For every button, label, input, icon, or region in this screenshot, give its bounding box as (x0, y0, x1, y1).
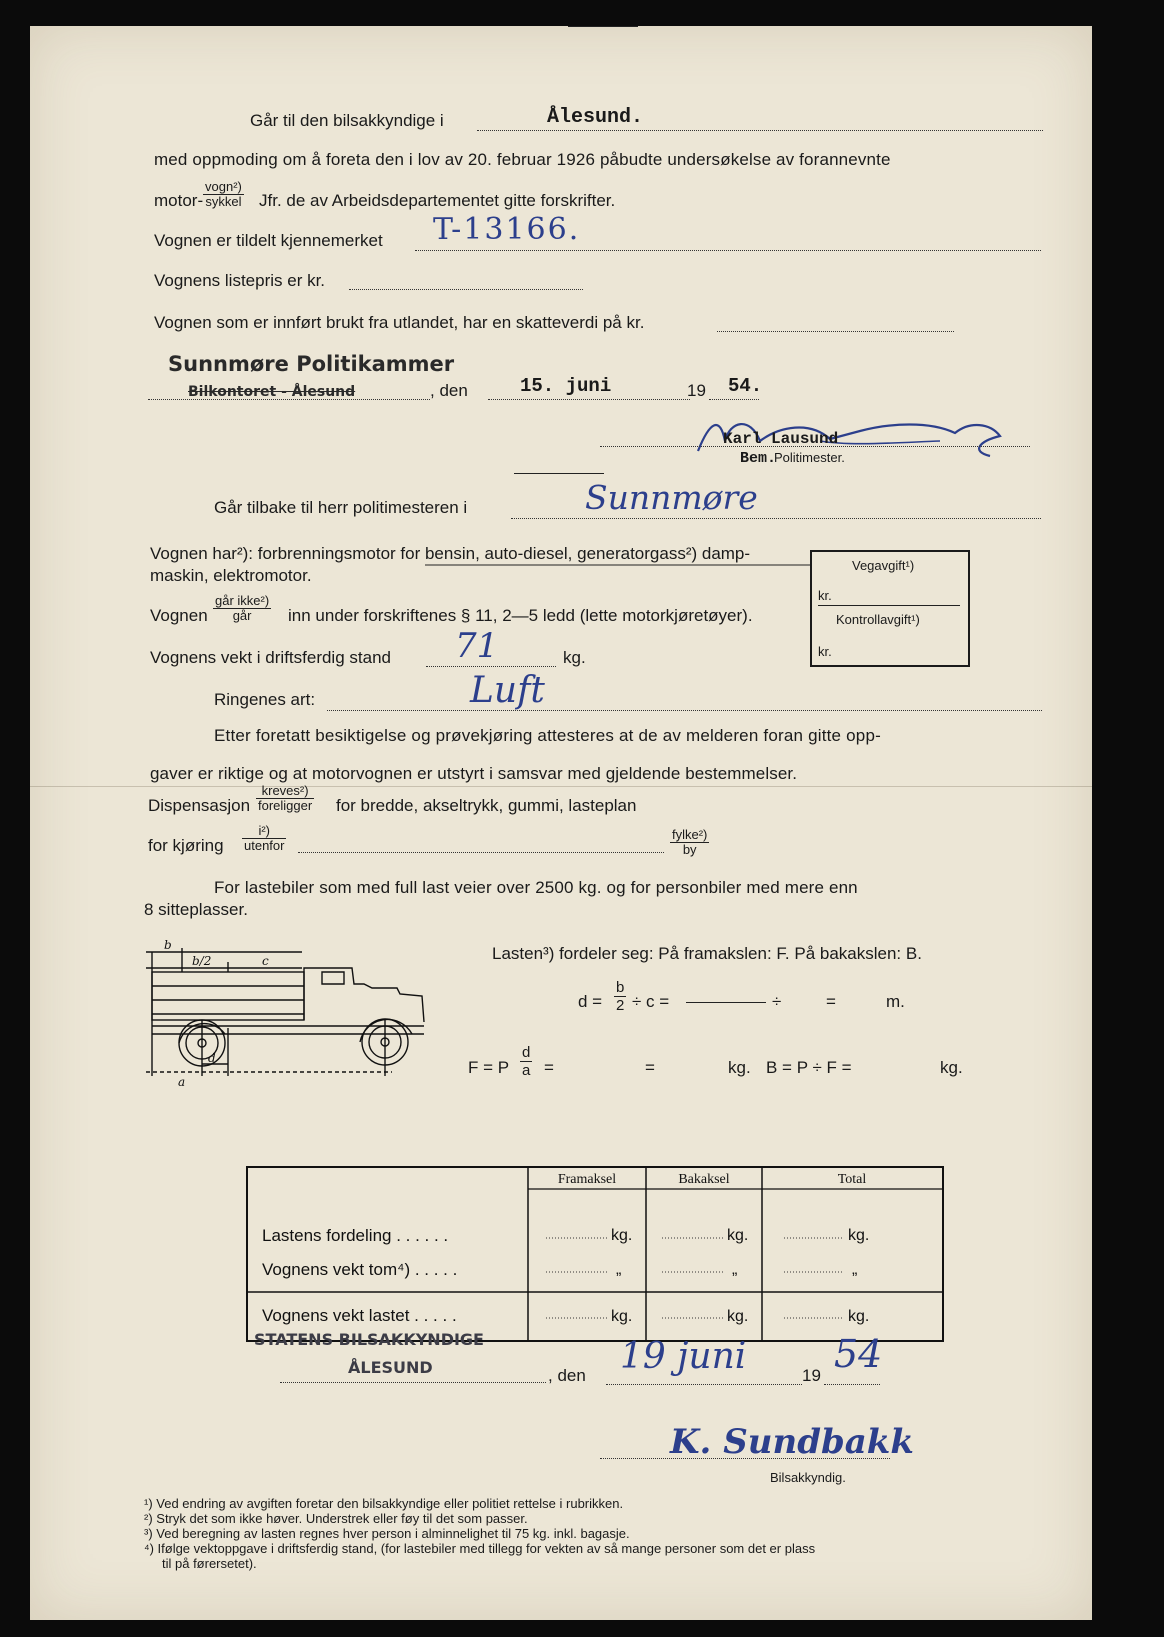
dispensation-fraction: kreves²) foreligger (258, 783, 313, 813)
return-line (511, 518, 1041, 519)
diagram-label-b: b (164, 938, 172, 952)
inspector-stamp-line1: STATENS BILSAKKYNDIGE (254, 1330, 484, 1349)
diagram-label-b2: b/2 (192, 954, 212, 968)
formula-f-lhs: F = P (468, 1058, 510, 1077)
dispensation-text: for bredde, akseltrykk, gummi, lasteplan (336, 796, 637, 815)
footnote-4-cont: til på førersetet). (162, 1556, 257, 1571)
formula-d-blank1 (686, 1002, 766, 1003)
motor-prefix: motor- (154, 191, 204, 210)
tyre-value: Luft (470, 670, 545, 711)
vehicle-type-fraction: vogn²) sykkel (205, 179, 242, 209)
formula-f-eq1: = (544, 1058, 554, 1077)
formula-f-unit: kg. (728, 1058, 751, 1077)
return-label: Går tilbake til herr politimesteren i (214, 498, 468, 517)
section-divider (514, 473, 604, 474)
attest-line1: Etter foretatt besiktigelse og prøvekjøring attesteres at de av melderen foran gitte opp- (214, 726, 881, 745)
tyre-line (327, 710, 1042, 711)
formula-b-unit: kg. (940, 1058, 963, 1077)
table-header-total: Total (837, 1172, 867, 1187)
registration-value: T-13166. (433, 212, 581, 247)
document-page (30, 26, 1092, 1620)
inspector-year-value: 54 (834, 1332, 883, 1376)
load-distribution-text: Lasten³) fordeler seg: På framakslen: F. På bakakslen: B. (492, 944, 922, 963)
control-fee-label: Kontrollavgift¹) (836, 612, 920, 627)
office-stamp-line2: Bilkontoret - Ålesund (188, 384, 356, 400)
inspector-year-line (824, 1384, 880, 1385)
formula-f-eq2: = (645, 1058, 655, 1077)
table-header-front-axle: Framaksel (557, 1172, 617, 1187)
truck-rule-line1: For lastebiler som med full last veier over 2500 kg. og for personbiler med mere enn (214, 878, 858, 897)
engine-type-text: Vognen har²): forbrenningsmotor for bensin, auto-diesel, generatorgass²) damp- (150, 544, 751, 563)
footnote-4: ⁴) Ifølge vektoppgave i driftsferdig stand, (for lastebiler med tillegg for vekten av så mange personer som det er plass (144, 1541, 816, 1556)
load-table (246, 1166, 946, 1344)
dispensation-prefix: Dispensasjon (148, 796, 251, 815)
inspector-year-prefix: 19 (802, 1366, 821, 1385)
formula-d-lhs: d = (578, 992, 603, 1011)
date1-year-prefix: 19 (687, 381, 706, 400)
road-fee-kr: kr. (818, 588, 832, 603)
return-value: Sunnmøre (585, 478, 758, 517)
date1-line (488, 399, 690, 400)
inspector-date-line (606, 1384, 802, 1385)
inspector-office-line (280, 1382, 546, 1383)
driving-area-line (298, 852, 664, 853)
formula-f-blank (568, 26, 638, 27)
registration-line (415, 250, 1041, 251)
road-fee-line (818, 605, 960, 606)
inspector-den-label: , den (548, 1366, 586, 1385)
light-vehicle-fraction: går ikke²) går (215, 593, 270, 623)
destination-label: Går til den bilsakkyndige i (250, 111, 444, 130)
light-vehicle-text: inn under forskriftenes § 11, 2—5 ledd (lette motorkjøretøyer). (288, 606, 753, 625)
weight-unit: kg. (563, 648, 586, 667)
inspector-date-value: 19 juni (620, 1336, 747, 1377)
inspector-signature: K. Sundbakk (670, 1422, 914, 1462)
table-unit: kg. (848, 1308, 870, 1325)
table-unit: kg. (611, 1227, 633, 1244)
weight-label: Vognens vekt i driftsferdig stand (150, 648, 391, 667)
date1-den-label: , den (430, 381, 468, 400)
date1-value: 15. juni (520, 375, 612, 397)
diagram-label-a: a (178, 1075, 186, 1088)
footnote-1: ¹) Ved endring av avgiften foretar den bilsakkyndige eller politiet rettelse i rubrikken. (144, 1496, 624, 1511)
tax-value-label: Vognen som er innført brukt fra utlandet, har en skatteverdi på kr. (154, 313, 645, 332)
police-title: Politimester. (774, 450, 845, 465)
police-typed-name: Karl Lausund (723, 430, 839, 448)
weight-line (426, 666, 556, 667)
attest-line2: gaver er riktige og at motorvognen er utstyrt i samsvar med gjeldende bestemmelser. (150, 764, 798, 783)
driving-prefix: for kjøring (148, 836, 224, 855)
county-fraction: fylke²) by (672, 827, 708, 857)
request-text: med oppmoding om å foreta den i lov av 20. februar 1926 påbudte undersøkelse av forannevnte (154, 150, 891, 169)
light-vehicle-prefix: Vognen (150, 606, 208, 625)
destination-line (477, 130, 1043, 131)
inspector-title: Bilsakkyndig. (770, 1470, 846, 1485)
date1-year-value: 54. (728, 375, 763, 397)
date1-year-line (709, 399, 759, 400)
tyre-label: Ringenes art: (214, 690, 316, 709)
formula-d-eq: = (826, 992, 836, 1011)
fee-box (810, 550, 970, 667)
inspector-stamp-line2: ÅLESUND (348, 1358, 433, 1377)
formula-b: B = P ÷ F = (766, 1058, 852, 1077)
formula-d-rest: ÷ c = (632, 992, 670, 1011)
formula-d-fraction: $\frac{b}{2}$ (616, 979, 625, 1014)
list-price-line (349, 289, 583, 290)
destination-value: Ålesund. (547, 106, 644, 129)
table-unit: „ (852, 1261, 858, 1278)
truck-diagram (142, 938, 452, 1088)
control-fee-kr: kr. (818, 644, 832, 659)
fold-line (30, 786, 1092, 787)
office-stamp-line1: Sunnmøre Politikammer (168, 352, 455, 376)
road-fee-label: Vegavgift¹) (852, 558, 915, 573)
registration-label: Vognen er tildelt kjennemerket (154, 231, 383, 250)
table-unit: kg. (848, 1227, 870, 1244)
table-row-label: Lastens fordeling . . . . . . (262, 1226, 449, 1245)
inspector-signature-line (600, 1458, 890, 1459)
footnote-2: ²) Stryk det som ikke høver. Understrek eller føy til det som passer. (144, 1511, 528, 1526)
table-header-rear-axle: Bakaksel (678, 1172, 730, 1187)
tax-value-line (717, 331, 954, 332)
footnote-3: ³) Ved beregning av lasten regnes hver person i alminnelighet til 75 kg. inkl. bagasje. (144, 1526, 630, 1541)
diagram-label-d: d (208, 1051, 216, 1065)
table-row-label: Vognens vekt lastet . . . . . (262, 1306, 457, 1325)
table-unit: kg. (611, 1308, 633, 1325)
formula-d-unit: m. (886, 992, 905, 1011)
table-unit: kg. (727, 1308, 749, 1325)
table-unit: kg. (727, 1227, 749, 1244)
diagram-label-c: c (262, 954, 269, 968)
driving-fraction: i²) utenfor (244, 823, 285, 853)
formula-d-div: ÷ (772, 992, 782, 1011)
table-unit: „ (732, 1261, 738, 1278)
weight-value: 71 (455, 626, 499, 666)
list-price-label: Vognens listepris er kr. (154, 271, 326, 290)
police-title-stamp: Bem. (740, 450, 777, 467)
formula-f-fraction: $\frac{d}{a}$ (522, 1044, 531, 1079)
engine-underline (425, 562, 815, 568)
table-row-label: Vognens vekt tom⁴) . . . . . (262, 1260, 458, 1279)
table-unit: „ (616, 1261, 622, 1278)
regulation-reference: Jfr. de av Arbeidsdepartementet gitte forskrifter. (259, 191, 616, 210)
truck-rule-line2: 8 sitteplasser. (144, 900, 248, 919)
engine-type-text2: maskin, elektromotor. (150, 566, 312, 585)
